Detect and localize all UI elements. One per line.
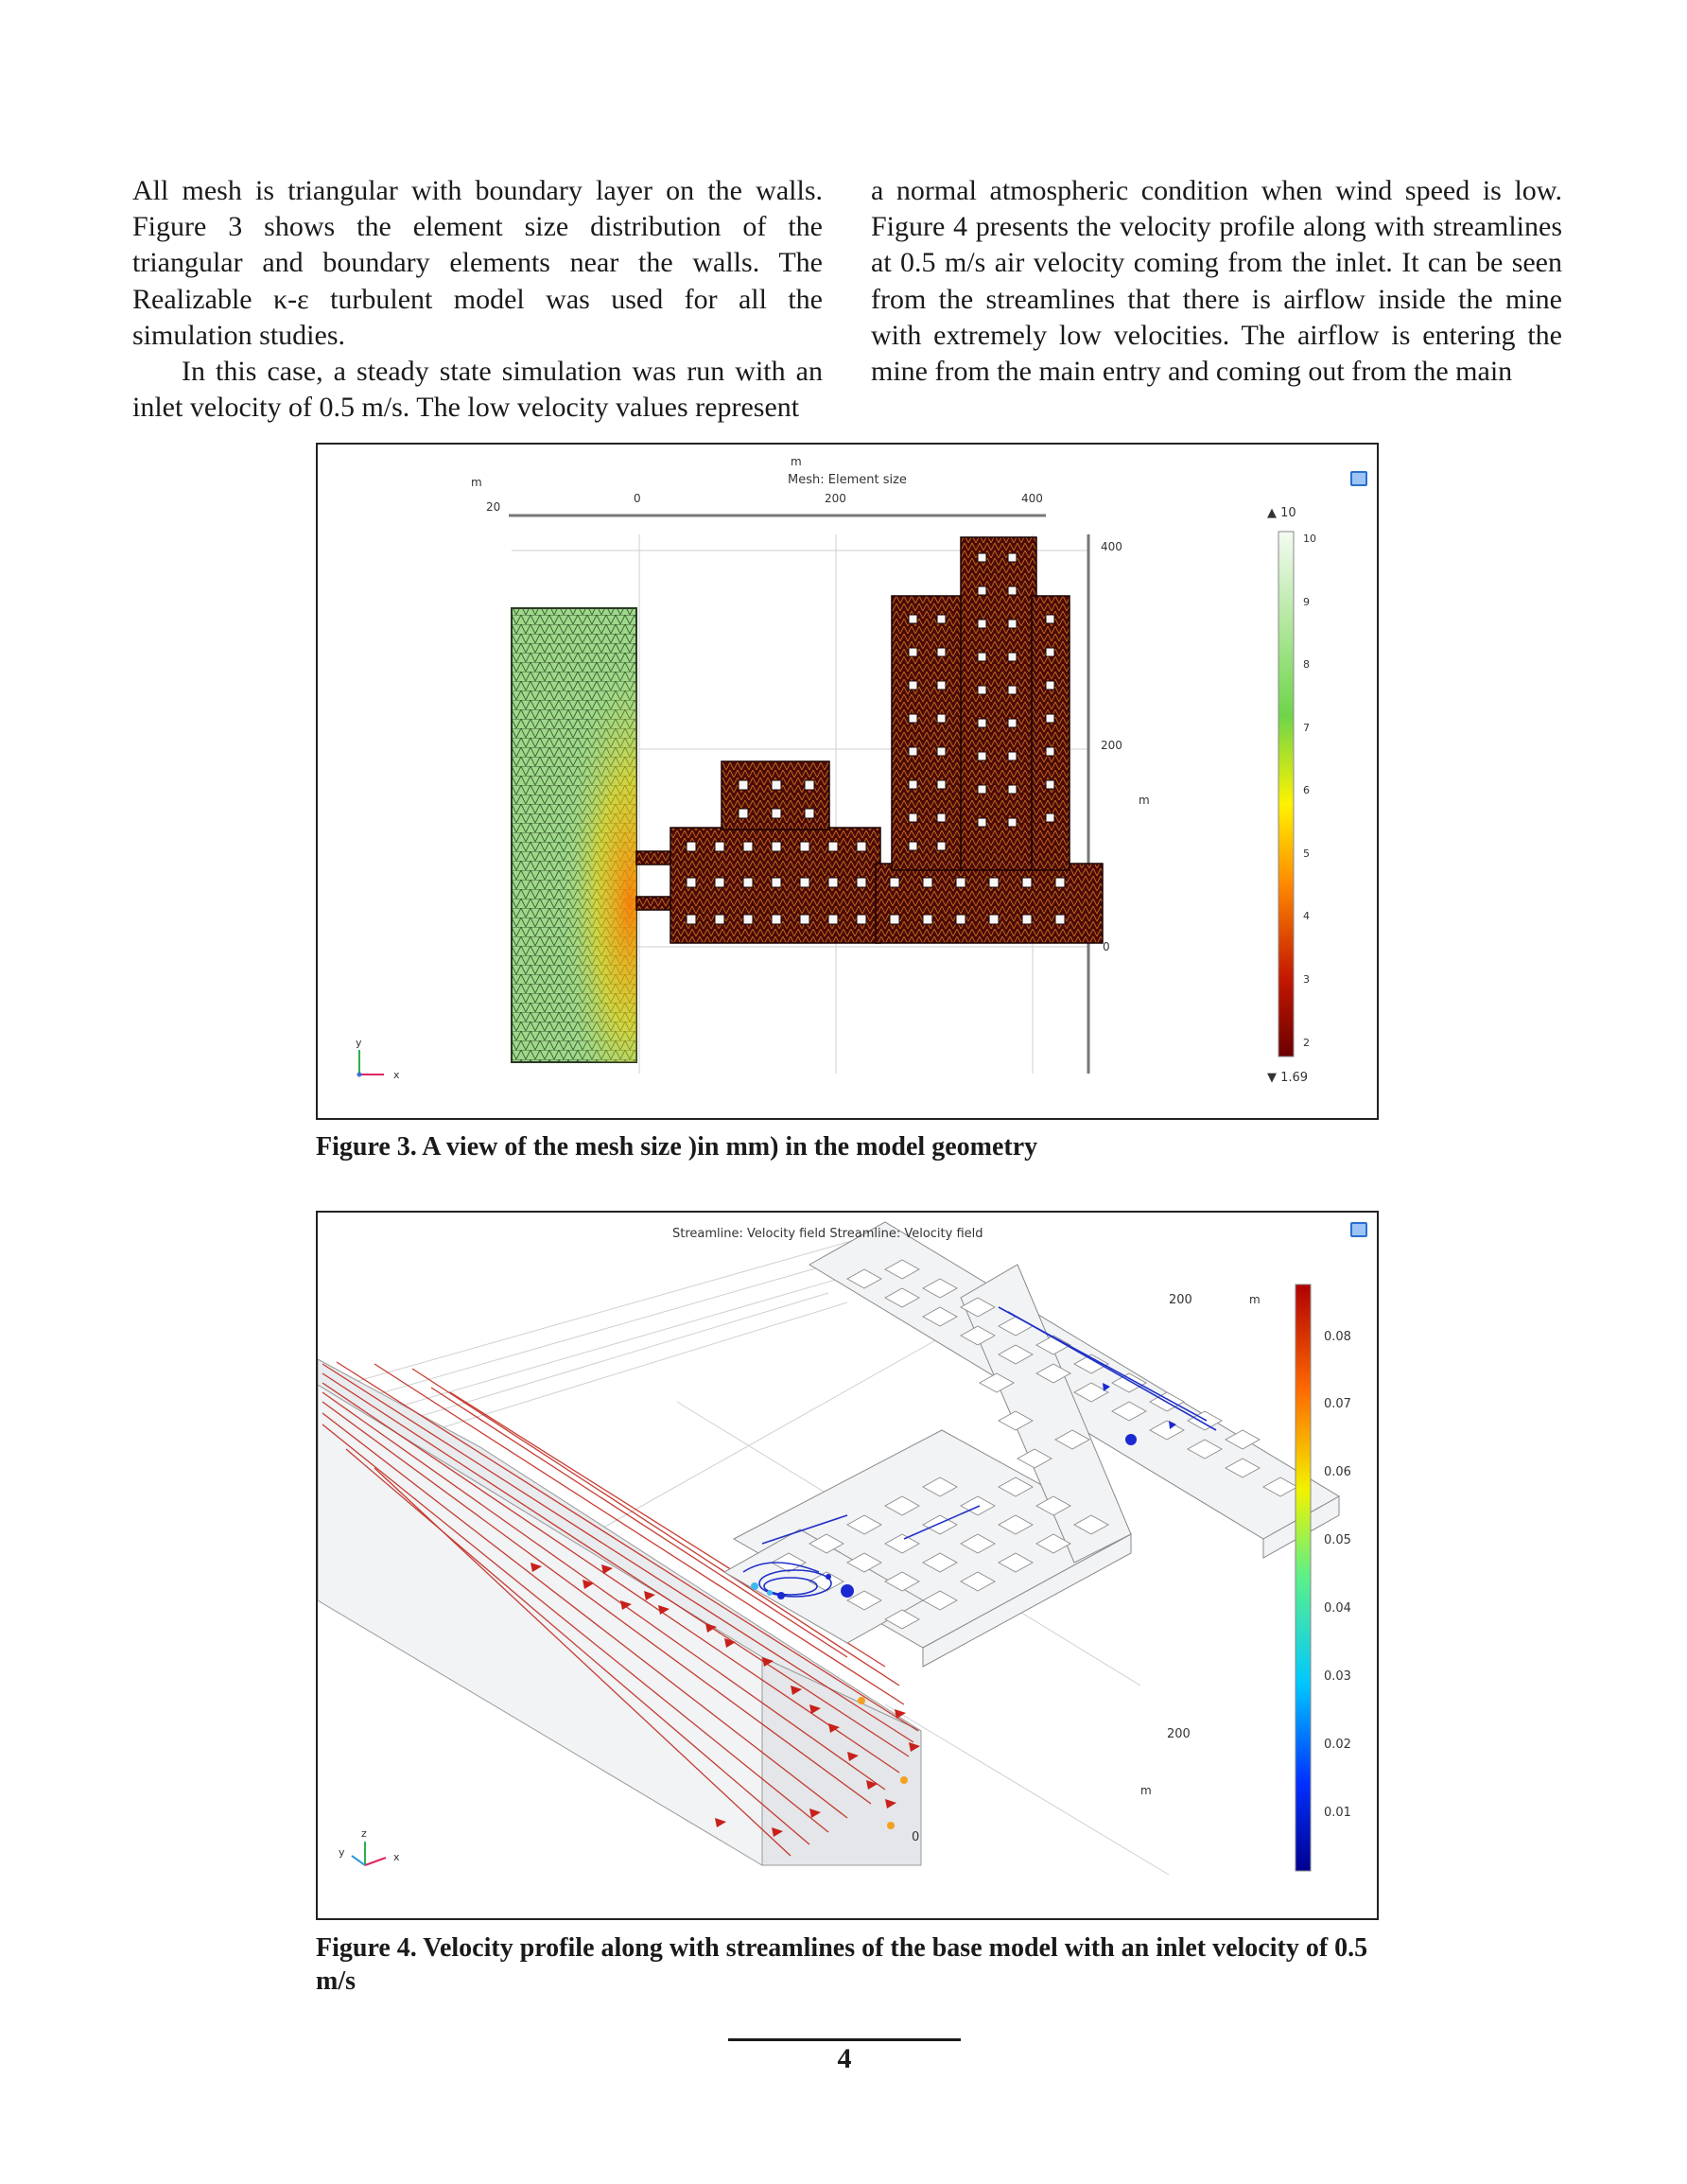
fig3-y-tick-200: 200 [1101,739,1122,752]
fig4-axis-z: z [361,1827,367,1840]
left-paragraph-2: In this case, a steady state simulation was run with an inlet velocity of 0.5 m/s. The low velocity values represent [132,356,823,424]
fig4-label-200-mid: 200 [1167,1727,1191,1741]
page-number: 4 [837,2043,852,2074]
fig4-label-m-mid: m [1140,1784,1152,1797]
fig3-cb-tick: 2 [1303,1037,1310,1049]
fig4-label-0: 0 [912,1830,920,1844]
fig3-cb-tick: 6 [1303,784,1310,796]
fig3-y-tick-400: 400 [1101,540,1122,553]
fig4-cb-tick: 0.02 [1324,1738,1351,1752]
fig4-cb-tick: 0.06 [1324,1465,1351,1479]
fig4-cb-tick: 0.04 [1324,1601,1351,1616]
fig4-colorbar [1296,1284,1311,1871]
figure-4-streamline-plot [316,1211,1379,1920]
fig4-cb-tick: 0.08 [1324,1330,1351,1344]
window-restore-icon[interactable] [1350,1222,1367,1237]
fig4-axis-triad-icon [339,1827,400,1865]
footer-rule [728,2038,961,2041]
fig3-cb-tick: 7 [1303,722,1310,734]
right-paragraph-1: a normal atmospheric condition when wind speed is low. Figure 4 presents the velocity profile along with streamlines at 0.5 m/s air velocity coming from the inlet. It can be seen from the streamlines that there is airflow inside the mine with extremely low velocities. The airflow is entering the mine from the main entry and coming out from the main [871,175,1562,388]
fig3-cb-tick: 5 [1303,847,1310,860]
fig4-axis-x: x [393,1851,400,1863]
fig3-x-tick-400: 400 [1021,492,1043,505]
figure-3-caption: Figure 3. A view of the mesh size )in mm) in the model geometry [316,1132,1038,1162]
fig4-title: Streamline: Velocity field Streamline: Velocity field [672,1227,983,1241]
figure-3-mesh-plot [316,443,1379,1120]
fig3-x-unit: m [471,476,482,489]
fig3-colorbar-max: ▲ 10 [1267,506,1296,520]
fig3-y-unit: m [1139,794,1150,807]
right-column [871,173,1562,390]
fig3-title: Mesh: Element size [788,473,907,487]
fig4-cb-tick: 0.03 [1324,1669,1351,1684]
fig3-cb-tick: 8 [1303,658,1310,671]
figure-4-caption: Figure 4. Velocity profile along with streamlines of the base model with an inlet velocity of 0.5 m/s [316,1933,1368,1996]
fig4-cb-tick: 0.01 [1324,1806,1351,1820]
fig3-title-unit: m [791,455,802,468]
fig4-label-200-top: 200 [1169,1293,1192,1307]
left-column [132,173,823,426]
fig3-colorbar-min: ▼ 1.69 [1267,1071,1309,1085]
window-restore-icon[interactable] [1350,471,1367,486]
fig3-x-tick-20: 20 [486,500,501,514]
fig3-y-tick-0: 0 [1103,940,1110,953]
fig3-colorbar [1278,532,1294,1057]
fig3-cb-tick: 4 [1303,910,1310,922]
fig4-label-m-top: m [1249,1293,1261,1306]
fig3-cb-tick: 9 [1303,596,1310,608]
fig3-axis-triad-icon [356,1037,400,1081]
fig3-x-tick-200: 200 [825,492,846,505]
fig4-cb-tick: 0.07 [1324,1397,1351,1411]
fig3-axis-y: y [356,1037,362,1049]
fig4-axis-y: y [339,1846,345,1859]
fig4-cb-tick: 0.05 [1324,1533,1351,1547]
fig3-axis-x: x [393,1069,400,1081]
fig3-cb-tick: 10 [1303,533,1316,545]
fig3-x-tick-0: 0 [634,492,641,505]
fig3-cb-tick: 3 [1303,973,1310,986]
left-paragraph-1: All mesh is triangular with boundary layer on the walls. Figure 3 shows the element size distribution of the triangular and boundary elements near the walls. The Realizable κ-ε turbulent model was used for all the simulation studies. [132,175,823,351]
